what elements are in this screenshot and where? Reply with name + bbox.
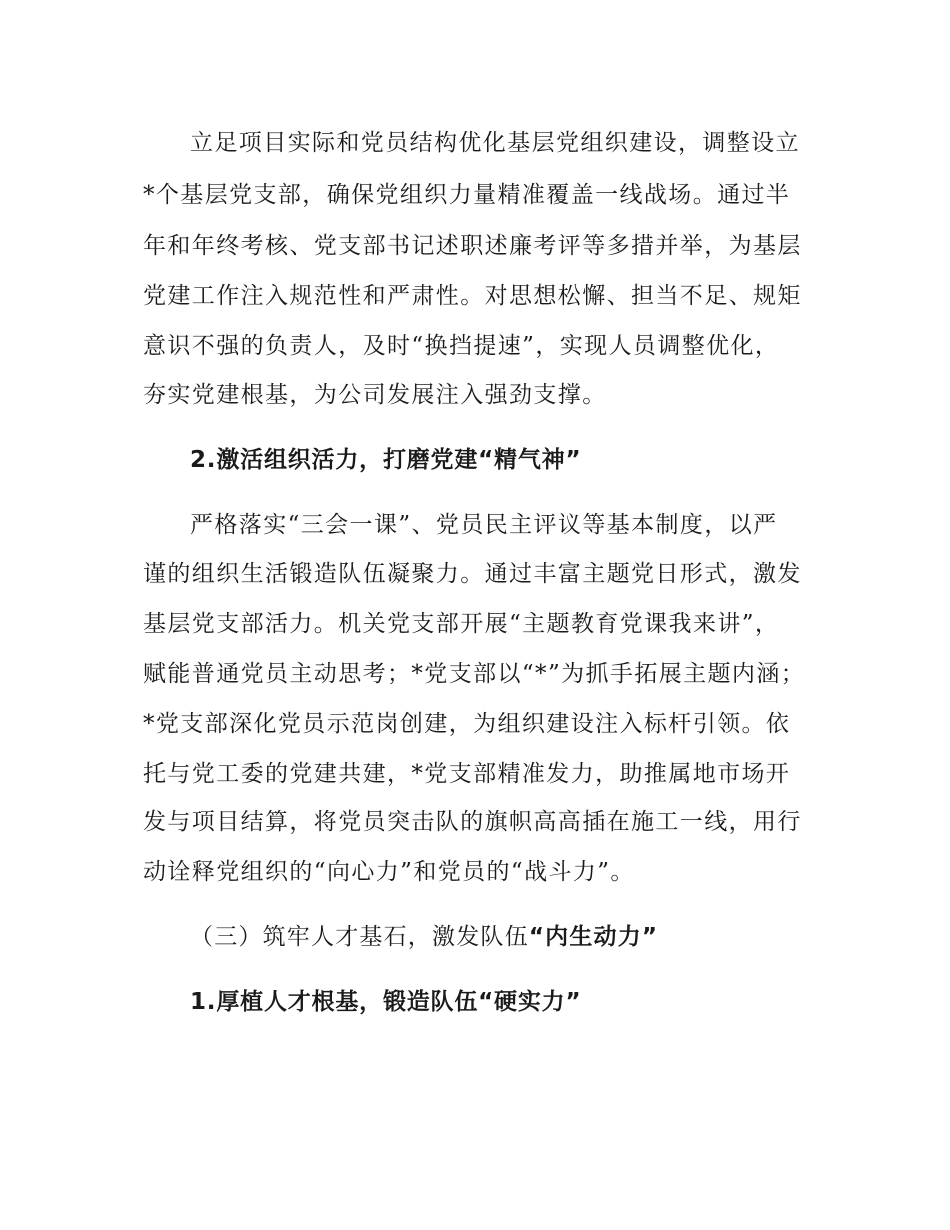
para2-line-5: *党支部深化党员示范岗创建，为组织建设注入标杆引领。依 (143, 711, 791, 737)
para2-line-7: 发与项目结算，将党员突击队的旗帜高高插在施工一线，用行 (143, 809, 802, 835)
heading-3: 1.厚植人才根基，锻造队伍“硬实力” (190, 989, 582, 1015)
para1-line-5: 意识不强的负责人，及时“换挡提速”，实现人员调整优化， (143, 333, 780, 359)
para1-line-6: 夯实党建根基，为公司发展注入强劲支撑。 (143, 382, 607, 408)
para2-line-4: 赋能普通党员主动思考；*党支部以“*”为抓手拓展主题内涵； (143, 661, 806, 687)
para1-line-3: 年和年终考核、党支部书记述职述廉考评等多措并举，为基层 (143, 233, 802, 259)
para2-line-3: 基层党支部活力。机关党支部开展“主题教育党课我来讲”， (143, 611, 780, 637)
para2-line-1: 严格落实“三会一课”、党员民主评议等基本制度，以严 (190, 512, 778, 538)
para2-line-6: 托与党工委的党建共建，*党支部精准发力，助推属地市场开 (143, 761, 791, 787)
section-3-heading-emphasis: “内生动力” (528, 924, 659, 950)
section-3-heading (190, 922, 870, 952)
heading-2: 2.激活组织活力，打磨党建“精气神” (190, 447, 582, 473)
para1-line-4: 党建工作注入规范性和严肃性。对思想松懈、担当不足、规矩 (143, 283, 802, 309)
para2-line-2: 谨的组织生活锻造队伍凝聚力。通过丰富主题党日形式，激发 (143, 561, 802, 587)
para1-line-1: 立足项目实际和党员结构优化基层党组织建设，调整设立 (190, 130, 800, 156)
para1-line-2: *个基层党支部，确保党组织力量精准覆盖一线战场。通过半 (143, 182, 791, 208)
section-3-heading-text: （三）筑牢人才基石，激发队伍 (190, 924, 529, 950)
para2-line-8: 动诠释党组织的“向心力”和党员的“战斗力”。 (143, 859, 635, 885)
